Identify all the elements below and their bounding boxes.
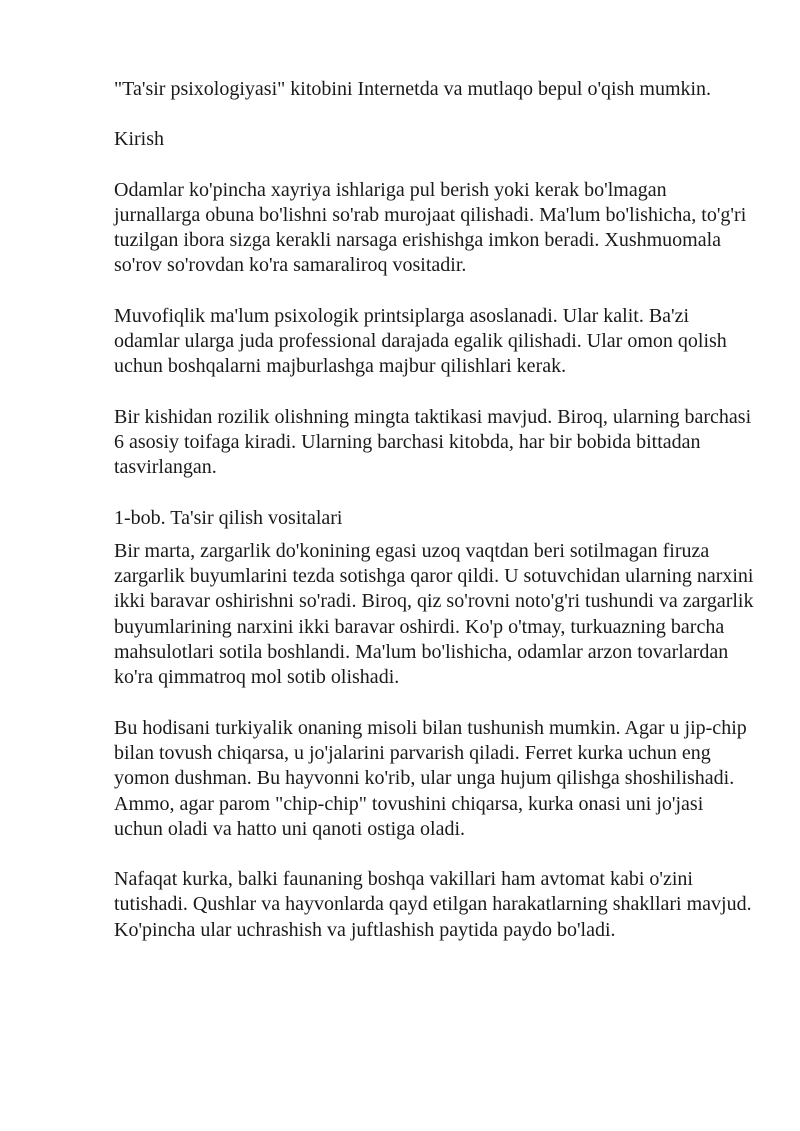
paragraph: Bir kishidan rozilik olishning mingta taktikasi mavjud. Biroq, ularning barchasi 6 asosiy toifaga kiradi. Ularning barchasi kitobda, har bir bobida bittadan tasvirlangan. (114, 405, 752, 479)
paragraph: Nafaqat kurka, balki faunaning boshqa vakillari ham avtomat kabi o'zini tutishadi. Qushlar va hayvonlarda qayd etilgan harakatlarning shakllari mavjud. Ko'pincha ular uchrashish va juftlashish paytida paydo bo'ladi. (114, 868, 752, 941)
paragraph: Bir marta, zargarlik do'konining egasi uzoq vaqtdan beri sotilmagan firuza zargarlik buyumlarini tezda sotishga qaror qildi. U sotuvchidan ularning narxini ikki baravar oshirishni so'radi. Biroq, qiz so'rovni noto'g'ri tushundi va zargarlik buyumlarining narxini ikki baravar oshirdi. Ko'p o'tmay, turkuazning barcha mahsulotlari sotila boshlandi. Ma'lum bo'lishicha, odamlar arzon tovarlardan ko'ra qimmatroq mol sotib olishadi. (114, 539, 754, 689)
section-heading: Kirish (114, 128, 164, 151)
document-body (114, 77, 754, 968)
chapter-heading: 1-bob. Ta'sir qilish vositalari (114, 506, 343, 529)
intro-line: "Ta'sir psixologiyasi" kitobini Internetda va mutlaqo bepul o'qish mumkin. (114, 78, 712, 100)
paragraph: Bu hodisani turkiyalik onaning misoli bilan tushunish mumkin. Agar u jip-chip bilan tovush chiqarsa, u jo'jalarini parvarish qiladi. Ferret kurka uchun eng yomon dushman. Bu hayvonni ko'rib, ular unga hujum qilishga shoshilishadi. Ammo, agar parom "chip-chip" tovushini chiqarsa, kurka onasi uni jo'jasi uchun oladi va hatto uni qanoti ostiga oladi. (114, 716, 747, 840)
paragraph: Odamlar ko'pincha xayriya ishlariga pul berish yoki kerak bo'lmagan jurnallarga obuna bo'lishni so'rab murojaat qilishadi. Ma'lum bo'lishicha, to'g'ri tuzilgan ibora sizga kerakli narsaga erishishga imkon beradi. Xushmuomala so'rov so'rovdan ko'ra samaraliroq vositadir. (114, 178, 747, 277)
paragraph: Muvofiqlik ma'lum psixologik printsiplarga asoslanadi. Ular kalit. Ba'zi odamlar ularga juda professional darajada egalik qilishadi. Ular omon qolish uchun boshqalarni majburlashga majbur qilishlari kerak. (114, 304, 727, 378)
